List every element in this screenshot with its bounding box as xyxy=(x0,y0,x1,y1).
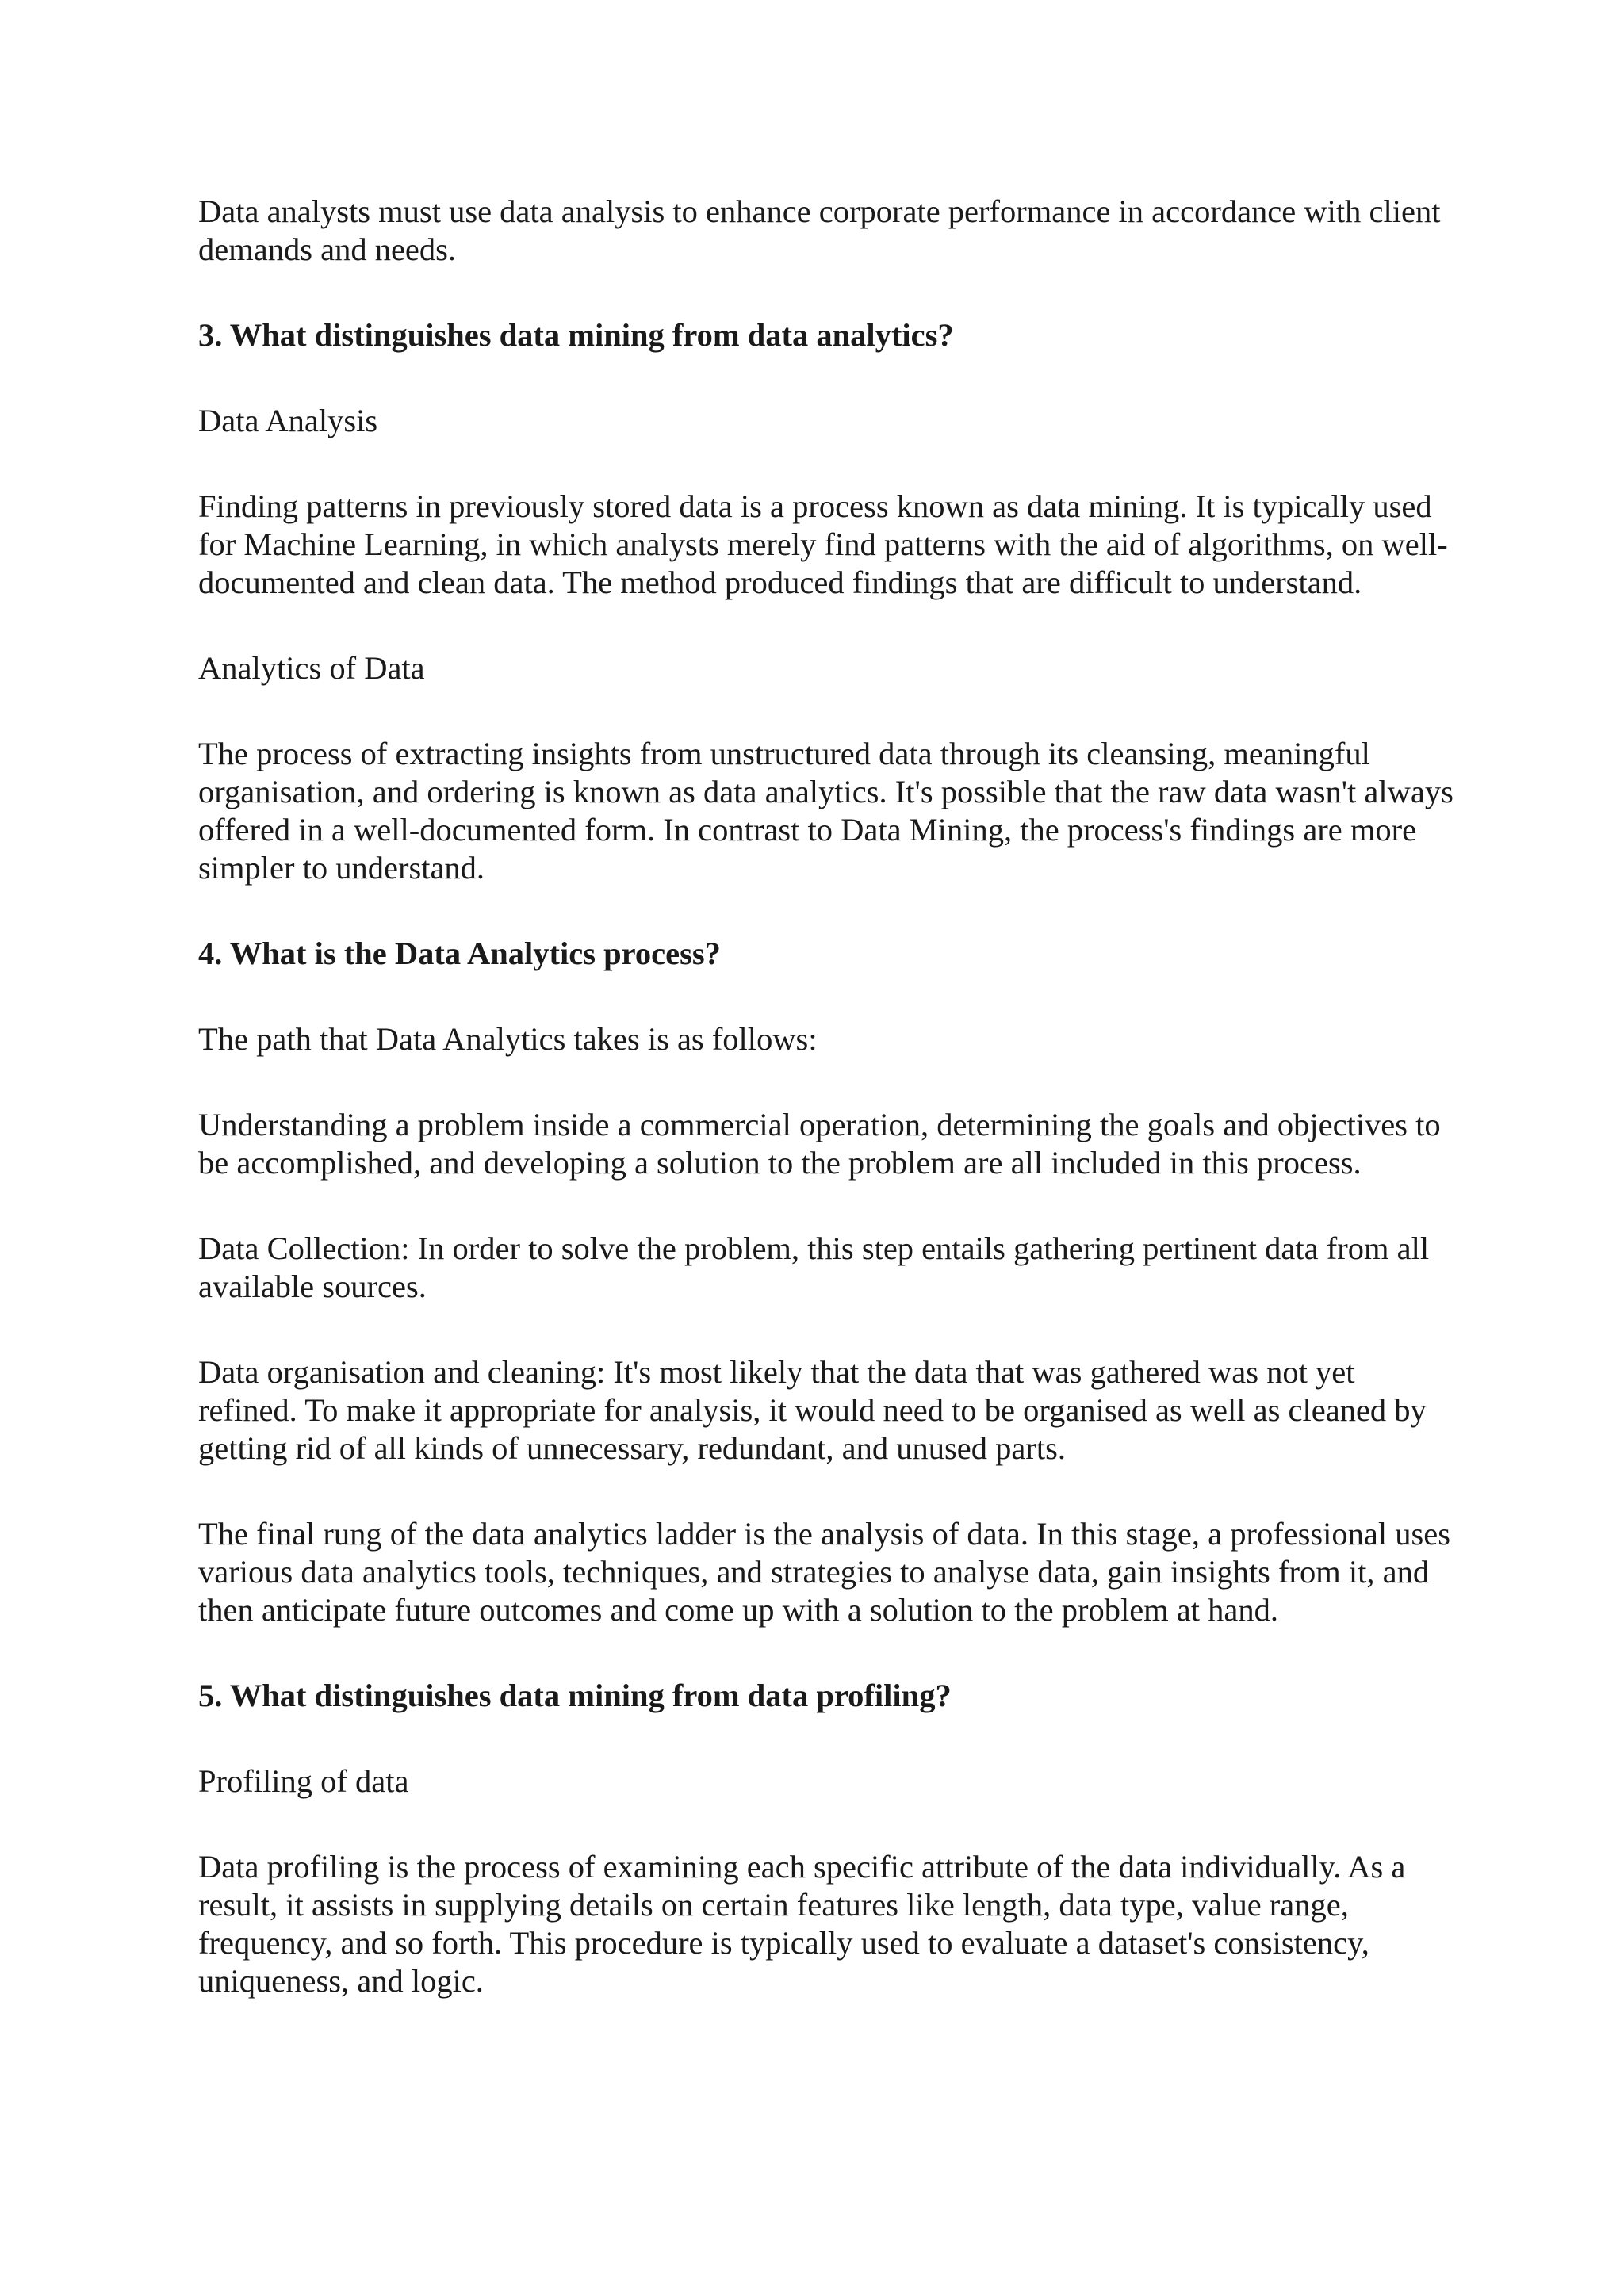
paragraph-data-analysis-stage: The final rung of the data analytics ladder is the analysis of data. In this stage, a professional uses various data analytics tools, techniques, and strategies to analyse data, gain insights from it, and then anticipate future outcomes and come up with a solution to the problem at hand. xyxy=(198,1516,1451,1628)
paragraph-intro: Data analysts must use data analysis to enhance corporate performance in accordance with client demands and needs. xyxy=(198,193,1441,267)
paragraph-data-analytics: The process of extracting insights from unstructured data through its cleansing, meaningful organisation, and ordering is known as data analytics. It's possible that the raw data wasn't always offered in a well-documented form. In contrast to Data Mining, the process's findings are more simpler to understand. xyxy=(198,736,1454,886)
paragraph-data-mining: Finding patterns in previously stored data is a process known as data mining. It is typically used for Machine Learning, in which analysts merely find patterns with the aid of algorithms, on well-documented and clean data. The method produced findings that are difficult to understand. xyxy=(198,488,1448,600)
paragraph-data-cleaning: Data organisation and cleaning: It's most likely that the data that was gathered was not yet refined. To make it appropriate for analysis, it would need to be organised as well as cleaned by getting rid of all kinds of unnecessary, redundant, and unused parts. xyxy=(198,1354,1427,1466)
subheading-analytics-of-data: Analytics of Data xyxy=(198,650,425,686)
heading-question-3: 3. What distinguishes data mining from data analytics? xyxy=(198,317,954,353)
document-body xyxy=(198,193,1459,2000)
paragraph-problem-understanding: Understanding a problem inside a commercial operation, determining the goals and objectives to be accomplished, and developing a solution to the problem are all included in this process. xyxy=(198,1107,1441,1181)
subheading-profiling-of-data: Profiling of data xyxy=(198,1763,409,1799)
paragraph-process-path: The path that Data Analytics takes is as follows: xyxy=(198,1021,818,1057)
subheading-data-analysis: Data Analysis xyxy=(198,403,378,438)
heading-question-4: 4. What is the Data Analytics process? xyxy=(198,936,721,971)
paragraph-data-collection: Data Collection: In order to solve the problem, this step entails gathering pertinent data from all available sources. xyxy=(198,1230,1430,1304)
heading-question-5: 5. What distinguishes data mining from data profiling? xyxy=(198,1678,952,1713)
paragraph-data-profiling: Data profiling is the process of examining each specific attribute of the data individually. As a result, it assists in supplying details on certain features like length, data type, value range, frequency, and so forth. This procedure is typically used to evaluate a dataset's consistency, uniqueness, and logic. xyxy=(198,1849,1406,1999)
